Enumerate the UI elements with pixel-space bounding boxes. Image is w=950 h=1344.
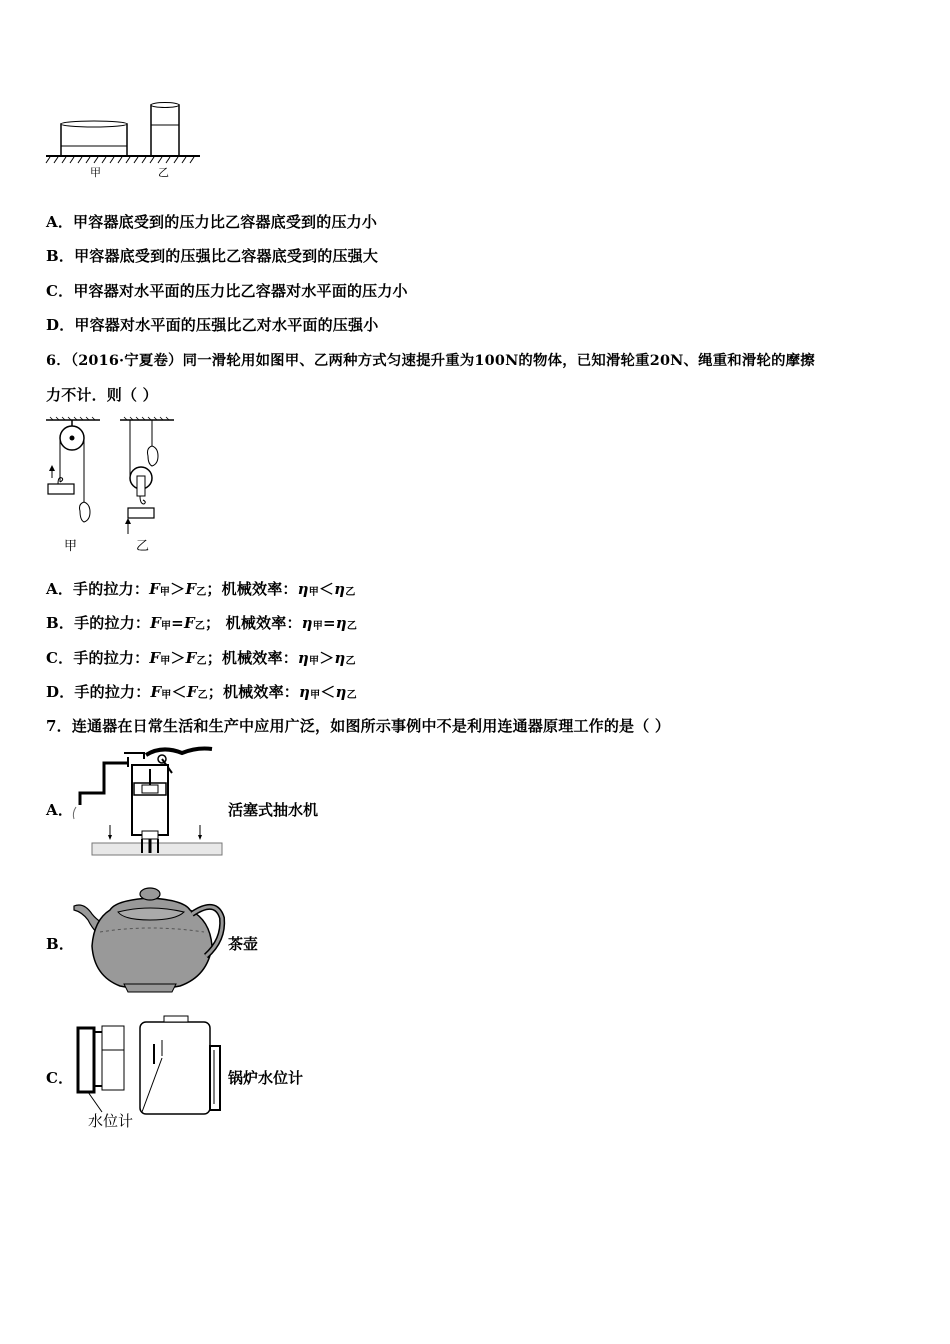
q7-option-a-caption[interactable]: 活塞式抽水机 [228,801,319,819]
q6-option-b[interactable]: B．手的拉力：F甲=F乙； 机械效率：η甲=η乙 [46,614,358,632]
teapot-figure [70,880,230,995]
q7-option-c-caption[interactable]: 锅炉水位计 [228,1069,304,1087]
q5-option-c[interactable]: C．甲容器对水平面的压力比乙容器对水平面的压力小 [46,282,408,300]
q6-stem-line1: 6．（2016·宁夏卷）同一滑轮用如图甲、乙两种方式匀速提升重为100N的物体，已知滑轮重20N、绳重和滑轮的摩擦 [46,352,815,369]
containers-figure [44,100,204,180]
q6-option-d[interactable]: D．手的拉力：F甲＜F乙；机械效率：η甲＜η乙 [46,683,357,701]
q6-option-a[interactable]: A．手的拉力：F甲＞F乙；机械效率：η甲＜η乙 [46,580,356,598]
pulley-label-jia: 甲 [64,539,78,554]
figure-label-yi: 乙 [158,166,169,179]
water-gauge-label: 水位计 [88,1112,134,1130]
q5-option-b[interactable]: B．甲容器底受到的压强比乙容器底受到的压强大 [46,247,379,265]
q7-option-b-caption[interactable]: 茶壶 [228,935,259,953]
q6-stem-line2: 力不计．则（ ） [46,386,158,404]
q7-option-a-letter[interactable]: A． [46,801,74,819]
pulley-figure [42,416,182,556]
q7-option-c-letter[interactable]: C． [46,1069,74,1087]
q5-option-d[interactable]: D．甲容器对水平面的压强比乙对水平面的压强小 [46,316,379,334]
q6-option-c[interactable]: C．手的拉力：F甲＞F乙；机械效率：η甲＞η乙 [46,649,356,667]
q5-option-a[interactable]: A．甲容器底受到的压力比乙容器底受到的压力小 [46,213,378,231]
pulley-label-yi: 乙 [136,539,150,554]
q7-option-b-letter[interactable]: B． [46,935,75,953]
piston-pump-figure [62,745,224,860]
figure-label-jia: 甲 [90,166,101,179]
q7-stem: 7．连通器在日常生活和生产中应用广泛，如图所示事例中不是利用连通器原理工作的是（ ） [46,717,671,735]
